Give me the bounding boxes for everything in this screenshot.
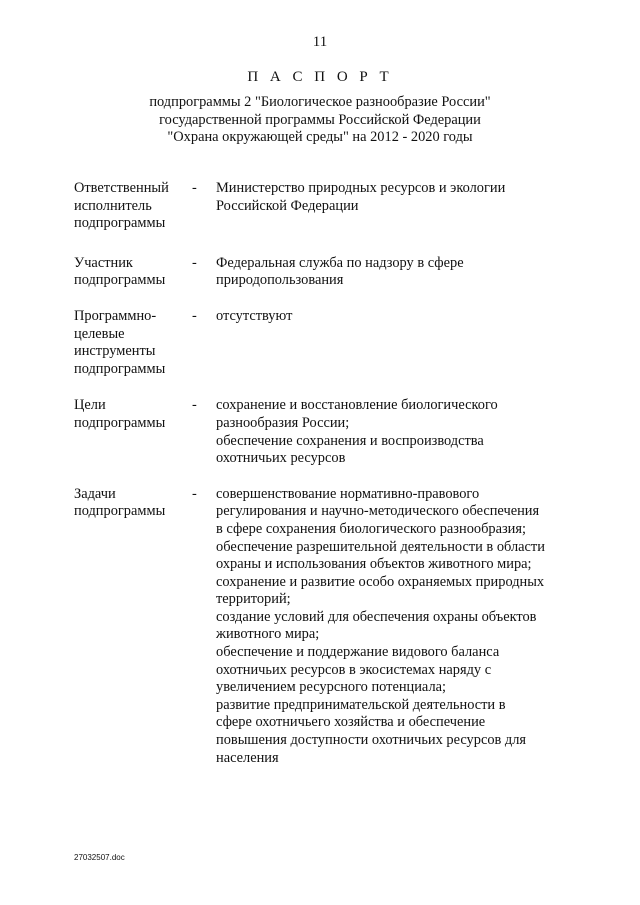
- subtitle-line: "Охрана окружающей среды" на 2012 - 2020 годы: [167, 129, 473, 145]
- row-value-line: населения: [216, 749, 279, 766]
- passport-row-participant: [74, 255, 574, 290]
- row-value-line: развитие предпринимательской деятельности в: [216, 696, 506, 713]
- row-value-line: совершенствование нормативно-правового: [216, 485, 480, 502]
- subtitle-line: подпрограммы 2 "Биологическое разнообразие России": [149, 94, 491, 110]
- row-label-line: подпрограммы: [74, 414, 166, 431]
- row-dash: -: [192, 307, 197, 324]
- row-value-line: Федеральная служба по надзору в сфере: [216, 254, 464, 271]
- row-label-line: подпрограммы: [74, 360, 166, 377]
- row-value-line: повышения доступности охотничьих ресурсов для: [216, 732, 527, 749]
- row-label-line: подпрограммы: [74, 272, 166, 289]
- row-value-line: природопользования: [216, 272, 344, 289]
- row-value-line: увеличением ресурсного потенциала;: [216, 679, 447, 696]
- row-value: [216, 180, 574, 215]
- row-value-line: сфере охотничьего хозяйства и обеспечение: [216, 714, 486, 731]
- page-number: 11: [312, 34, 328, 50]
- row-dash: -: [192, 180, 197, 196]
- row-dash: -: [192, 254, 197, 271]
- row-label-line: Участник: [74, 254, 133, 271]
- row-value: [216, 255, 574, 290]
- row-label-line: исполнитель: [74, 197, 152, 214]
- row-value: [216, 308, 574, 326]
- row-value-line: сохранение и восстановление биологического: [216, 397, 498, 414]
- row-value-line: регулирования и научно-методического обеспечения: [216, 503, 540, 520]
- row-value-line: создание условий для обеспечения охраны объектов: [216, 608, 537, 625]
- passport-row-tasks: [74, 486, 574, 768]
- document-subtitle: [0, 94, 640, 147]
- row-value-line: Российской Федерации: [216, 197, 359, 214]
- row-value-line: территорий;: [216, 591, 291, 608]
- row-label-line: подпрограммы: [74, 503, 166, 520]
- subtitle-line: государственной программы Российской Федерации: [159, 111, 481, 128]
- row-value: [216, 486, 574, 768]
- passport-table: [74, 180, 574, 767]
- row-value-line: в сфере сохранения биологического разнообразия;: [216, 520, 526, 537]
- row-value-line: обеспечение разрешительной деятельности в области: [216, 538, 545, 555]
- footer-filename: 27032507.doc: [74, 853, 125, 862]
- row-label-line: Программно-: [74, 307, 157, 324]
- row-label: [74, 308, 192, 378]
- row-dash: -: [192, 485, 197, 502]
- row-label: [74, 255, 192, 290]
- row-label: [74, 486, 192, 521]
- row-value-line: обеспечение сохранения и воспроизводства: [216, 432, 484, 449]
- row-value-line: животного мира;: [216, 626, 320, 643]
- document-title: П А С П О Р Т: [247, 69, 393, 85]
- row-value: [216, 397, 574, 467]
- row-value-line: охотничьих ресурсов в экосистемах наряду с: [216, 661, 492, 678]
- row-label: [74, 180, 192, 233]
- row-label-line: Цели: [74, 397, 106, 414]
- passport-row-program-tools: [74, 308, 574, 378]
- passport-row-goals: [74, 397, 574, 467]
- row-value-line: разнообразия России;: [216, 414, 350, 431]
- row-label-line: инструменты: [74, 343, 156, 360]
- row-label-line: Ответственный: [74, 180, 169, 196]
- passport-row-responsible-executor: [74, 180, 574, 233]
- row-value-line: охотничьих ресурсов: [216, 450, 346, 467]
- row-value-line: Министерство природных ресурсов и экологии: [216, 180, 506, 196]
- row-value-line: отсутствуют: [216, 307, 293, 324]
- row-label-line: Задачи: [74, 485, 116, 502]
- row-label-line: подпрограммы: [74, 215, 166, 232]
- row-dash: -: [192, 397, 197, 414]
- row-value-line: обеспечение и поддержание видового баланса: [216, 644, 500, 661]
- row-value-line: сохранение и развитие особо охраняемых природных: [216, 573, 545, 590]
- row-value-line: охраны и использования объектов животного мира;: [216, 556, 532, 573]
- row-label-line: целевые: [74, 325, 125, 342]
- row-label: [74, 397, 192, 432]
